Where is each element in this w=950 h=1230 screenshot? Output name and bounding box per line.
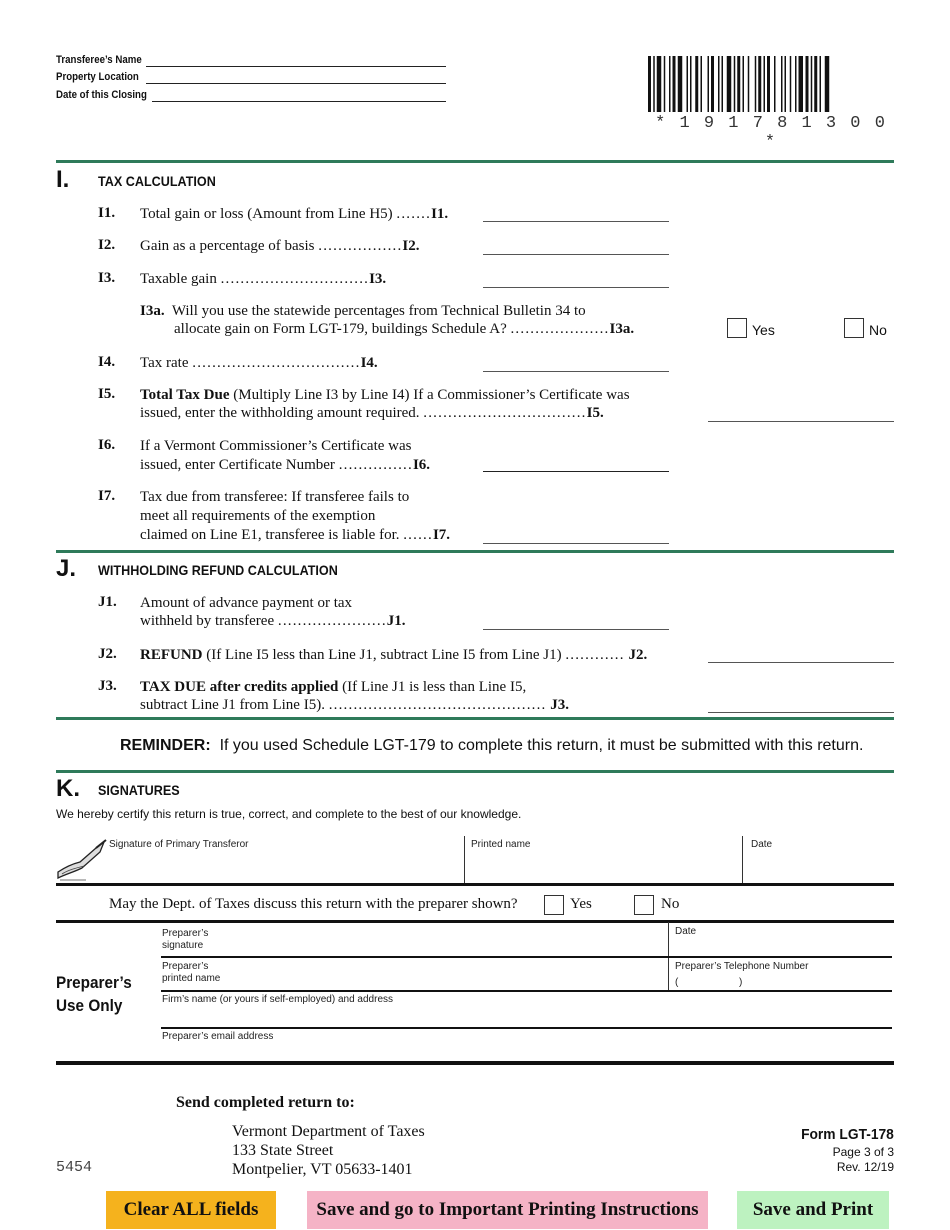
line-i3a-text-1: I3a. Will you use the statewide percentages from Technical Bulletin 34 to [140, 303, 586, 319]
line-i4-text: Tax rate ..................................I4. [140, 355, 378, 371]
barcode-bar [767, 56, 770, 112]
i3a-no-checkbox[interactable] [844, 318, 864, 338]
line-i7-text-3: claimed on Line E1, transferee is liable for. ......I7. [140, 527, 451, 543]
section-k-letter: K. [56, 775, 80, 802]
barcode-bar [806, 56, 809, 112]
sig-date-label: Date [751, 839, 773, 850]
line-i2-number: I2. [98, 237, 116, 253]
form-rev: Rev. 12/19 [836, 1160, 894, 1174]
sig-primary-label: Signature of Primary Transferor [109, 839, 249, 850]
preparer-signature-field[interactable] [210, 926, 665, 954]
send-to-heading: Send completed return to: [176, 1094, 355, 1111]
preparer-title: Preparer’s Use Only [56, 973, 132, 1015]
clear-all-fields-button[interactable]: Clear ALL fields [106, 1191, 276, 1229]
discuss-rule [56, 920, 894, 923]
barcode-bar [799, 56, 804, 112]
save-and-print-button[interactable]: Save and Print [737, 1191, 889, 1229]
preparer-printed-name-label: Preparer’s printed name [162, 961, 221, 984]
line-j3-text-2: subtract Line J1 from Line I5). ............................................ J3. [140, 697, 570, 713]
discuss-yes-checkbox[interactable] [544, 895, 564, 915]
section-k-title: SIGNATURES [98, 782, 180, 798]
preparer-telephone-field[interactable]: ( ) [675, 977, 743, 988]
line-i5-input[interactable] [708, 421, 894, 422]
barcode-text: * 1 9 1 7 8 1 3 0 0 * [655, 114, 887, 152]
line-i1-text: Total gain or loss (Amount from Line H5) .......I1. [140, 206, 449, 222]
barcode-bar [758, 56, 761, 112]
barcode-bar [734, 56, 736, 112]
preparer-date-label: Date [675, 926, 697, 937]
certify-statement: We hereby certify this return is true, correct, and complete to the best of our knowledge. [56, 807, 522, 821]
barcode-bar [737, 56, 740, 112]
line-j2-number: J2. [98, 646, 117, 662]
transferee-name-label: Transferee’s Name [56, 54, 142, 66]
section-k-rule [56, 770, 894, 773]
barcode-bar [657, 56, 662, 112]
section-i-rule [56, 160, 894, 163]
line-i5-text-1: Total Tax Due (Multiply Line I3 by Line I4) If a Commissioner’s Certificate was [140, 387, 630, 403]
form-page: Page 3 of 3 [832, 1145, 894, 1159]
printed-name-field[interactable] [471, 852, 739, 882]
barcode-bar [755, 56, 757, 112]
barcode [648, 56, 894, 112]
barcode-bar [825, 56, 830, 112]
barcode-bar [722, 56, 724, 112]
section-i-title: TAX CALCULATION [98, 173, 216, 189]
line-i6-input[interactable] [483, 471, 669, 472]
barcode-bar [790, 56, 792, 112]
property-location-label: Property Location [56, 71, 139, 83]
date-of-closing-field[interactable] [152, 101, 446, 102]
line-i2-text: Gain as a percentage of basis .................I2. [140, 238, 420, 254]
mailing-address: Vermont Department of Taxes 133 State Street Montpelier, VT 05633-1401 [232, 1123, 425, 1178]
transferee-name-field[interactable] [146, 66, 446, 67]
line-i1-number: I1. [98, 205, 116, 221]
barcode-bar [785, 56, 787, 112]
line-i7-number: I7. [98, 488, 116, 504]
barcode-bar [708, 56, 710, 112]
email-label: Preparer’s email address [162, 1031, 274, 1042]
line-i2-input[interactable] [483, 254, 669, 255]
preparer-bottom-rule [56, 1061, 894, 1065]
barcode-bar [820, 56, 822, 112]
form-name: Form LGT-178 [801, 1126, 894, 1143]
firm-field[interactable] [162, 1007, 892, 1027]
line-i5-number: I5. [98, 386, 116, 402]
preparer-telephone-label: Preparer’s Telephone Number [675, 961, 809, 972]
line-i6-text-2: issued, enter Certificate Number ...............I6. [140, 457, 431, 473]
line-i6-number: I6. [98, 437, 116, 453]
discuss-question: May the Dept. of Taxes discuss this return with the preparer shown? [109, 896, 518, 912]
sig-primary-field[interactable] [109, 852, 464, 882]
i3a-no-label: No [869, 322, 887, 338]
line-j1-number: J1. [98, 594, 117, 610]
save-and-instructions-button[interactable]: Save and go to Important Printing Instructions [307, 1191, 708, 1229]
preparer-rule-1 [161, 956, 892, 958]
reminder [120, 737, 863, 755]
barcode-bar [653, 56, 655, 112]
discuss-yes-label: Yes [570, 896, 592, 912]
line-i4-input[interactable] [483, 371, 669, 372]
discuss-no-checkbox[interactable] [634, 895, 654, 915]
property-location-field[interactable] [146, 83, 446, 84]
form-info [793, 1126, 894, 1174]
line-i3-number: I3. [98, 270, 116, 286]
email-field[interactable] [290, 1030, 890, 1058]
section-i-letter: I. [56, 166, 70, 193]
barcode-bar [748, 56, 750, 112]
barcode-bar [690, 56, 692, 112]
line-j2-input[interactable] [708, 662, 894, 663]
reminder-text: If you used Schedule LGT-179 to complete this return, it must be submitted with this return. [219, 737, 864, 754]
line-i5-text-2: issued, enter the withholding amount required. .................................I5. [140, 405, 604, 421]
printed-name-label: Printed name [471, 839, 531, 850]
line-i4-number: I4. [98, 354, 116, 370]
preparer-rule-3 [161, 1027, 892, 1029]
section-j-rule [56, 550, 894, 553]
sig-date-field[interactable] [751, 852, 891, 882]
line-i7-input[interactable] [483, 543, 669, 544]
reminder-label: REMINDER: [120, 737, 211, 754]
barcode-bar [814, 56, 817, 112]
line-j1-text-1: Amount of advance payment or tax [140, 595, 353, 611]
line-i3-input[interactable] [483, 287, 669, 288]
barcode-bar [781, 56, 783, 112]
preparer-signature-label: Preparer’s signature [162, 928, 209, 951]
line-i7-text-1: Tax due from transferee: If transferee fails to [140, 489, 410, 505]
barcode-bar [669, 56, 671, 112]
barcode-bar [743, 56, 745, 112]
signature-rule [56, 883, 894, 886]
line-j1-input[interactable] [483, 629, 669, 630]
section-j-title: WITHHOLDING REFUND CALCULATION [98, 562, 338, 578]
line-j3-input[interactable] [708, 712, 894, 713]
sig-divider-2 [742, 836, 743, 884]
form-code: 5454 [56, 1159, 93, 1176]
discuss-no-label: No [661, 896, 680, 912]
barcode-bar [795, 56, 797, 112]
section-j-bottom-rule [56, 717, 894, 720]
barcode-bar [811, 56, 813, 112]
section-j-letter: J. [56, 555, 77, 582]
line-i3-text: Taxable gain ..............................I3. [140, 271, 387, 287]
firm-label: Firm’s name (or yours if self-employed) and address [162, 994, 394, 1005]
barcode-bar [664, 56, 666, 112]
barcode-bar [774, 56, 776, 112]
i3a-yes-label: Yes [752, 322, 775, 338]
line-j2-text: REFUND (If Line I5 less than Line J1, subtract Line I5 from Line J1) ............ J2. [140, 647, 648, 663]
line-j1-text-2: withheld by transferee ......................J1. [140, 613, 406, 629]
barcode-bar [678, 56, 683, 112]
barcode-bar [718, 56, 720, 112]
barcode-bar [673, 56, 676, 112]
sig-divider-1 [464, 836, 465, 884]
date-of-closing-label: Date of this Closing [56, 89, 147, 101]
barcode-bar [648, 56, 651, 112]
preparer-rule-2 [161, 990, 892, 992]
line-i3a-text-2: allocate gain on Form LGT-179, buildings Schedule A? ....................I3a. [174, 321, 635, 337]
line-i1-input[interactable] [483, 221, 669, 222]
barcode-bar [727, 56, 732, 112]
signing-hand-icon [56, 838, 108, 882]
barcode-bar [701, 56, 703, 112]
barcode-bar [711, 56, 714, 112]
barcode-bar [764, 56, 766, 112]
i3a-yes-checkbox[interactable] [727, 318, 747, 338]
line-j3-text-1: TAX DUE after credits applied (If Line J1 is less than Line I5, [140, 679, 527, 695]
barcode-bar [687, 56, 689, 112]
line-j3-number: J3. [98, 678, 117, 694]
line-i7-text-2: meet all requirements of the exemption [140, 508, 376, 524]
line-i6-text-1: If a Vermont Commissioner’s Certificate was [140, 438, 412, 454]
preparer-date-field[interactable] [675, 938, 891, 954]
preparer-printed-name-field[interactable] [225, 960, 665, 988]
barcode-bar [695, 56, 698, 112]
